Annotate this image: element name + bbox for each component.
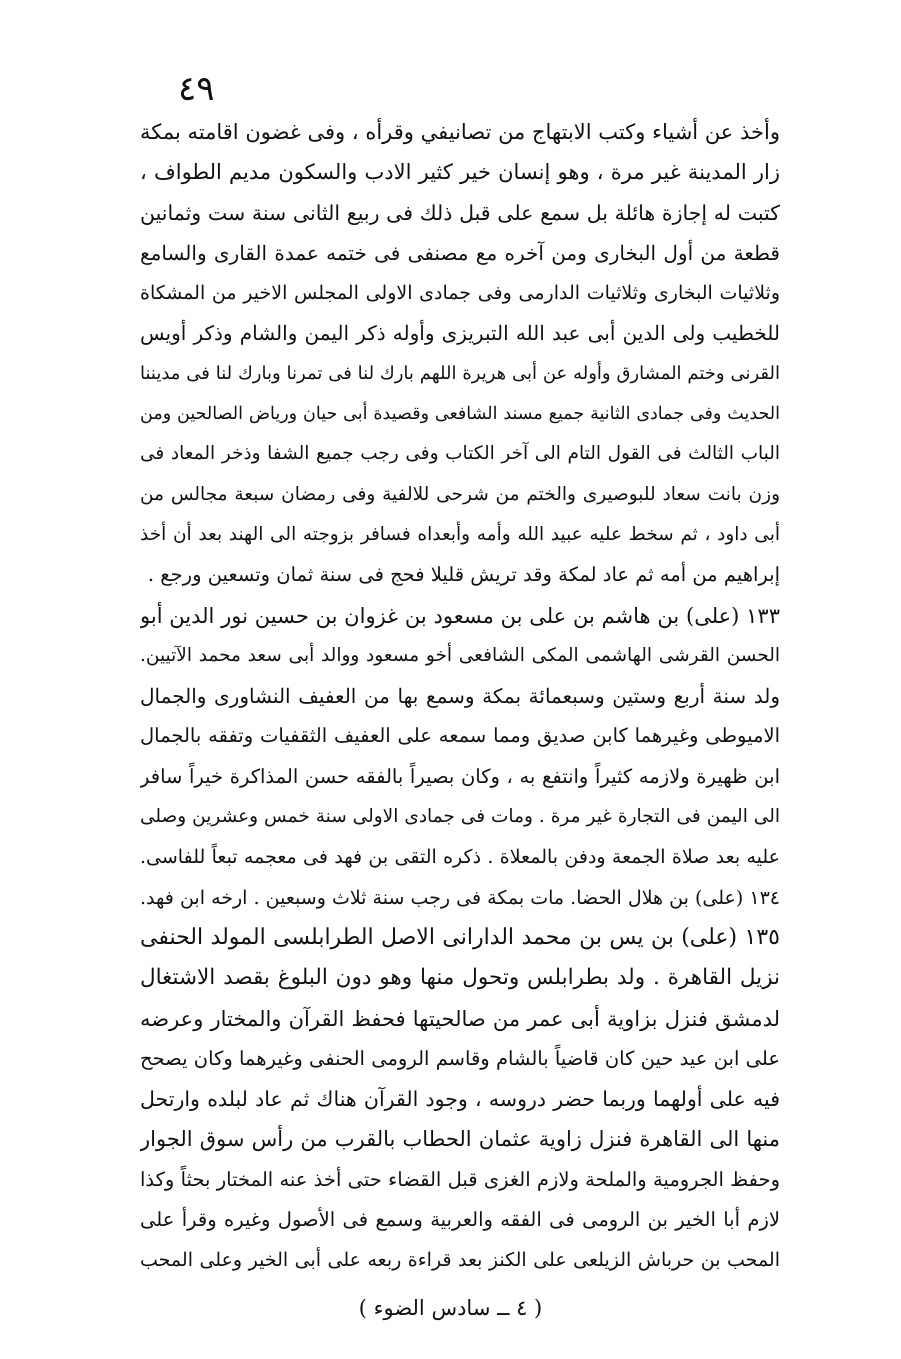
- entry-133-heading: ١٣٣ (على) بن هاشم بن على بن مسعود بن غزوان بن حسين نور الدين أبو: [140, 603, 780, 628]
- text-line: أبى داود ، ثم سخط عليه عبيد الله وأمه وأبعداه فسافر بزوجته الى الهند بعد أن أخذ: [140, 523, 780, 545]
- text-line: الى اليمن فى التجارة غير مرة . ومات فى جمادى الاولى سنة خمس وعشرين وصلى: [140, 806, 780, 828]
- text-line: نزيل القاهرة . ولد بطرابلس وتحول منها وهو دون البلوغ بقصد الاشتغال: [140, 965, 780, 991]
- page-number: ٤٩: [178, 69, 215, 109]
- page-footer: ( ٤ ــ سادس الضوء ): [358, 1296, 543, 1320]
- text-line: المحب بن حرباش الزيلعى على الكنز بعد قراءة ربعه على أبى الخير وعلى المحب: [140, 1249, 780, 1272]
- text-line: زار المدينة غير مرة ، وهو إنسان خير كثير الادب والسكون مديم الطواف ،: [140, 160, 780, 185]
- text-line: وأخذ عن أشياء وكتب الابتهاج من تصانيفي وقرأه ، وفى غضون اقامته بمكة: [140, 120, 780, 144]
- text-line: ولد سنة أربع وستين وسبعمائة بمكة وسمع بها من العفيف النشاورى والجمال: [140, 684, 780, 709]
- text-line: عليه بعد صلاة الجمعة ودفن بالمعلاة . ذكره التقى بن فهد فى معجمه تبعاً للفاسى.: [140, 846, 780, 869]
- text-line: الحديث وفى جمادى الثانية جميع مسند الشافعى وقصيدة أبى حيان ورياض الصالحين ومن: [140, 404, 780, 425]
- text-line: ابن ظهيرة ولازمه كثيراً وانتفع به ، وكان بصيراً بالفقه حسن المذاكرة خيراً سافر: [140, 764, 780, 788]
- text-line: وثلاثيات البخارى وثلاثيات الدارمى وفى جمادى الاولى المجلس الاخير من المشكاة: [140, 282, 780, 305]
- text-line: منها الى القاهرة فنزل زاوية عثمان الحطاب بالقرب من رأس سوق الجوار: [140, 1127, 780, 1152]
- text-line: وزن بانت سعاد للبوصيرى والختم من شرحى للالفية وفى رمضان سبعة مجالس من: [140, 483, 780, 505]
- text-line: لازم أبا الخير بن الرومى فى الفقه والعربية وسمع فى الأصول وغيره وقرأ على: [140, 1208, 780, 1232]
- body-text: [140, 112, 780, 1281]
- entry-134-heading: ١٣٤ (على) بن هلال الحضا. مات بمكة فى رجب سنة ثلاث وسبعين . ارخه ابن فهد.: [140, 886, 780, 909]
- text-line: الباب الثالث فى القول التام الى آخر الكتاب وفى رجب جميع الشفا وذخر المعاد فى: [140, 443, 780, 465]
- text-line: لدمشق فنزل بزاوية أبى عمر من صالحيتها فحفظ القرآن والمختار وعرضه: [140, 1006, 780, 1031]
- text-line: على ابن عيد حين كان قاضياً بالشام وقاسم الرومى الحنفى وغيرهما وكان يصحح: [140, 1046, 780, 1070]
- text-line: وحفظ الجرومية والملحة ولازم الغزى قبل القضاء حتى أخذ عنه المختار بحثاً وكذا: [140, 1167, 780, 1191]
- text-line: فيه على أولهما وربما حضر دروسه ، وجود القرآن هناك ثم عاد لبلده وارتحل: [140, 1087, 780, 1112]
- entry-135-heading: ١٣٥ (على) بن يس بن محمد الدارانى الاصل الطرابلسى المولد الحنفى: [140, 924, 780, 950]
- text-line: إبراهيم من أمه ثم عاد لمكة وقد تريش قليلا فحج فى سنة ثمان وتسعين ورجع .: [147, 563, 780, 587]
- text-line: للخطيب ولى الدين أبى عبد الله التبريزى وأوله ذكر اليمن والشام وذكر أويس: [140, 321, 780, 346]
- text-line: الاميوطى وغيرهما كابن صديق ومما سمعه على العفيف الثقفيات وتفقه بالجمال: [140, 724, 780, 748]
- text-line: قطعة من أول البخارى ومن آخره مع مصنفى فى ختمه عمدة القارى والسامع: [140, 240, 780, 265]
- text-line: الحسن القرشى الهاشمى المكى الشافعى أخو مسعود ووالد أبى سعد محمد الآتيين.: [140, 644, 780, 666]
- text-line: القرنى وختم المشارق وأوله عن أبى هريرة اللهم بارك لنا فى تمرنا وبارك لنا فى مديننا: [140, 362, 780, 384]
- text-line: كتبت له إجازة هائلة بل سمع على قبل ذلك فى ربيع الثانى سنة ست وثمانين: [140, 200, 780, 225]
